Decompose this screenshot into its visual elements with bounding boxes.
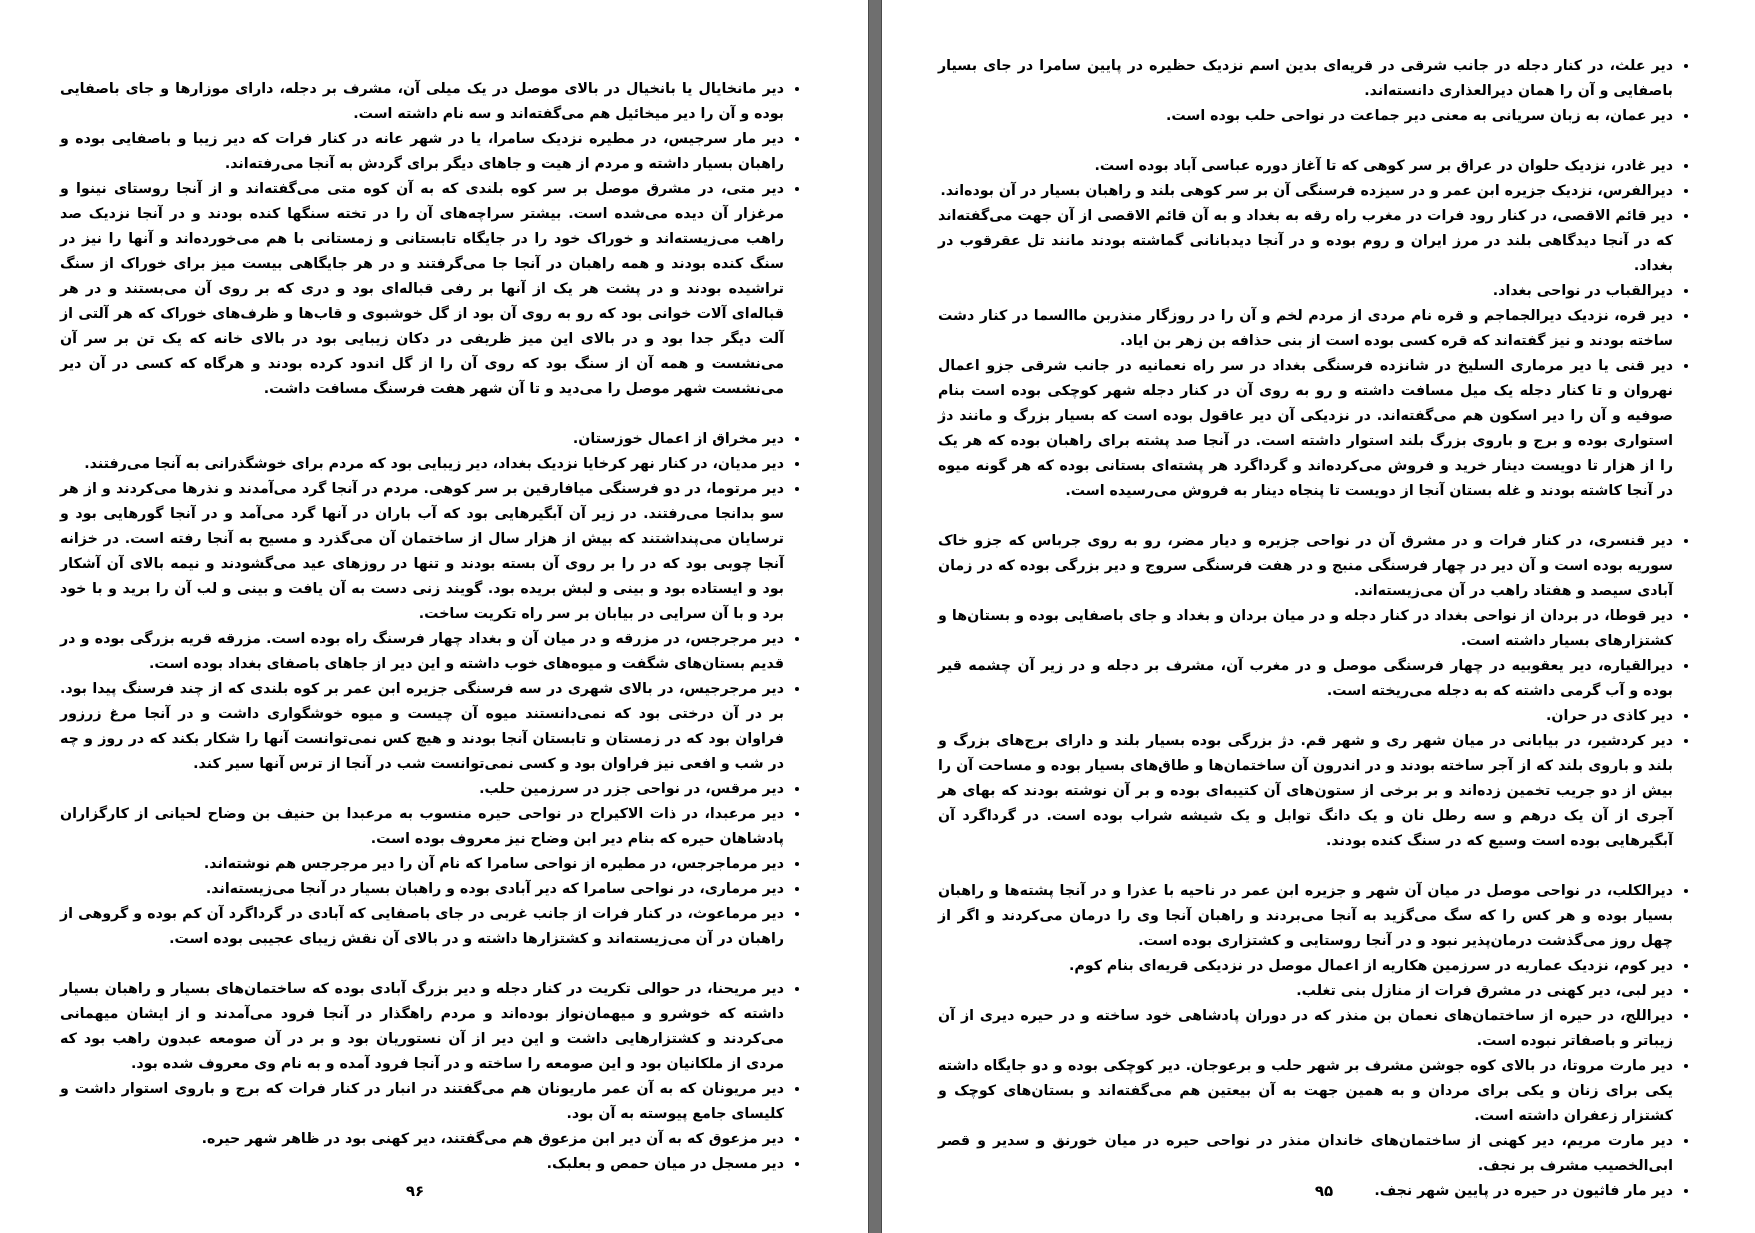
list-item: • دیرالفرس، نزدیک جزیره ابن عمر و در سیزده فرسنگی آن بر سر کوهی بلند و راهبان بسیار در آن بوده‌اند. [938,179,1673,204]
list-item: • دیر مارت مریم، دیر کهنی از ساختمان‌های خاندان منذر در نواحی حیره در میان خورنق و سدیر و قصر ابی‌الخصیب مشرف بر نجف. [938,1129,1673,1179]
list-item: • دیر مدیان، در کنار نهر کرخایا نزدیک بغداد، دیر زیبایی بود که مردم برای خوشگذرانی به آنجا می‌رفتند. [60,452,784,477]
list-item: • دیر علث، در کنار دجله در جانب شرقی در قریه‌ای بدین اسم نزدیک حظیره در پایین سامرا در جای بسیار باصفایی و آن را همان دیرالعذاری دانسته‌اند. [938,54,1673,104]
list-item: • دیرالقیاره، دیر یعقوبیه در چهار فرسنگی موصل و در مغرب آن، مشرف بر دجله و در زیر آن چشمه قیر بوده و آب گرمی داشته که به دجله می‌ریخته است. [938,654,1673,704]
list-item: • دیراللج، در حیره از ساختمان‌های نعمان بن منذر که در دوران پادشاهی خود ساخته و در حیره دیری از آن زیباتر و باصفاتر نبوده است. [938,1004,1673,1054]
list-item: • دیر غادر، نزدیک حلوان در عراق بر سر کوهی که تا آغاز دوره عباسی آباد بوده است. [938,154,1673,179]
right-page-content [938,54,1693,1204]
list-item: • دیر مرتوما، در دو فرسنگی میافارقین بر سر کوهی. مردم در آنجا گرد می‌آمدند و نذرها می‌کردند و از هر سو بدانجا می‌رفتند. در زیر آن آبگیرهایی بود که آب باران در آنها گرد می‌آمد و در آنجا گورهایی بود و ترسایان می‌پنداشتند که بیش از هزار سال از ساختمان آن می‌گذرد و مسیح به آنجا رفته است. در خزانه آنجا چوبی بود که در را بر روی آن بسته بودند و تنها در روزهای عید می‌گشودند و نیمه بالای آن آشکار بود و ایستاده بود و بینی و لبش بریده بود. گویند زنی دست به آن یافت و بینی و لب آن را برید و با خود برد و با آن سرایی در بیابان بر سر راه تکریت ساخت. [60,477,784,627]
list-item: • دیر عمان، به زبان سریانی به معنی دیر جماعت در نواحی حلب بوده است. [938,104,1673,129]
list-item: • دیر قره، نزدیک دیرالجماجم و قره نام مردی از مردم لخم و آن را در روزگار منذربن ماالسما در کنار دشت ساخته بودند و نیز گفته‌اند که قره کسی بوده است از بنی حذافه بن زهر بن ایاد. [938,304,1673,354]
list-item: • دیرالقباب در نواحی بغداد. [938,279,1673,304]
page-number: ۹۵ [1314,1182,1334,1200]
list-item: • دیر کاذی در حران. [938,704,1673,729]
list-item: • دیرالکلب، در نواحی موصل در میان آن شهر و جزیره ابن عمر در ناحیه با عذرا و در آنجا پشته‌ها و راهبان بسیار بوده و هر کس را که سگ می‌گزید به آنجا می‌بردند و راهبان آنجا وی را درمان می‌کردند و اگر از چهل روز می‌گذشت درمان‌پذیر نبود و در آنجا روستایی و کشتزاری بوده است. [938,879,1673,954]
list-item: • دیر مار سرجیس، در مطیره نزدیک سامرا، یا در شهر عانه در کنار فرات که دیر زیبا و باصفایی بوده و راهبان بسیار داشته و مردم از هیت و جاهای دیگر برای گردش به آنجا می‌رفته‌اند. [60,127,784,177]
list-item: • دیر قوطا، در بردان از نواحی بغداد در کنار دجله و در میان بردان و بغداد و جای باصفایی بوده و بستان‌ها و کشتزارهای بسیار داشته است. [938,604,1673,654]
left-page [0,0,868,1233]
list-item: • دیر لبی، دیر کهنی در مشرق فرات از منازل بنی تغلب. [938,979,1673,1004]
list-item: • دیر مرقس، در نواحی جزر در سرزمین حلب. [60,777,784,802]
list-item: • دیر قائم الاقصی، در کنار رود فرات در مغرب راه رقه به بغداد و به آن قائم الاقصی از آن جهت می‌گفته‌اند که در آنجا دیدگاهی بلند در مرز ایران و روم بوده و در آنجا دیدبانانی گماشته بودند مانند تل عقرقوب در بغداد. [938,204,1673,279]
list-item: • دیر مرماعوث، در کنار فرات از جانب غربی در جای باصفایی که آبادی در گرداگرد آن کم بوده و گروهی از راهبان در آن می‌زیسته‌اند و کشتزارها داشته و در بالای آن نقش زیبای عجیبی بوده است. [60,902,784,952]
list-item: • دیر مارت مروتا، در بالای کوه جوشن مشرف بر شهر حلب و برعوجان. دیر کوچکی بوده و دو جایگاه داشته یکی برای زنان و یکی برای مردان و به همین جهت به آن بیعتین هم می‌گفته‌اند و بستان‌های کوچک و کشتزار زعفران داشته است. [938,1054,1673,1129]
list-item: • دیر مسجل در میان حمص و بعلبک. [60,1152,784,1177]
list-item: • دیر مزعوق که به آن دیر ابن مزعوق هم می‌گفتند، دیر کهنی بود در ظاهر شهر حیره. [60,1127,784,1152]
book-gutter [868,0,882,1233]
list-item: • دیر مرجرجس، در مزرقه و در میان آن و بغداد چهار فرسنگ راه بوده است. مزرقه قریه بزرگی بوده و در قدیم بستان‌های شگفت و میوه‌های خوب داشته و این دیر از جاهای باصفای بغداد بوده است. [60,627,784,677]
list-item: • دیر قنی یا دیر مرماری السلیخ در شانزده فرسنگی بغداد در سر راه نعمانیه در جانب شرقی جزو اعمال نهروان و تا کنار دجله یک میل مسافت داشته و رو به روی آن در کنار دجله شهر کوچکی بوده است بنام صوفیه و آن را دیر اسکون هم می‌گفته‌اند. در نزدیکی آن دیر عاقول بوده است که بسیار بزرگ و مانند دژ استواری بوده و برج و باروی بزرگ بلند استوار داشته است. در آنجا صد پشته برای راهبان بوده که هر یک را از هزار تا دویست دینار خرید و فروش می‌کرده‌اند و گرداگرد هر پشته‌ای بستانی بوده که هر گونه میوه در آنجا کاشته بودند و غله بستان آنجا از دویست تا پنجاه دینار به فروش می‌رسیده است. [938,354,1673,504]
list-item: • دیر مانخایال یا بانخیال در بالای موصل در یک میلی آن، مشرف بر دجله، دارای موزارها و جای باصفایی بوده و آن را دیر میخائیل هم می‌گفته‌اند و سه نام داشته است. [60,77,784,127]
list-item: • دیر مریونان که به آن عمر ماریونان هم می‌گفتند در انبار در کنار فرات که برج و باروی استوار داشت و کلیسای جامع پیوسته به آن بود. [60,1077,784,1127]
list-item: • دیر متی، در مشرق موصل بر سر کوه بلندی که به آن کوه متی می‌گفته‌اند و از آنجا روستای نینوا و مرغزار آن دیده می‌شده است. بیشتر سراچه‌های آن را در تخته سنگها کنده بودند و در آنجا نزدیک صد راهب می‌زیسته‌اند و خوراک خود را در جایگاه تابستانی و زمستانی با هم می‌خورده‌اند و آنها را نیز در سنگ کنده بودند و همه راهبان در آنجا جا می‌گرفتند و در هر جایگاهی بیست میز برای خوراک از سنگ تراشیده بودند و در پشت هر یک از آنها بر رفی قباله‌ای بود و دری که بر روی آن می‌بستند و در هر قباله‌ای آلات خوانی بود که رو به روی آن بود از گل خوشبوی و قاب‌ها و ظرف‌های خوراک که هر آلتی از آلت دیگر جدا بود و در بالای این میز ظریفی در دکان زیبایی بود در بالای خانه که یک تن بر سر آن می‌نشست و همه آن از سنگ بود که روی آن را از گل اندود کرده بودند و هرگاه که کسی در آن دیر می‌نشست شهر موصل را می‌دید و تا آن شهر هفت فرسنگ مسافت داشت. [60,177,784,402]
list-item: • دیر کوم، نزدیک عماریه در سرزمین هکاریه از اعمال موصل در نزدیکی قریه‌ای بنام کوم. [938,954,1673,979]
list-item: • دیر مرعبدا، در ذات الاکیراح در نواحی حیره منسوب به مرعبدا بن حنیف بن وضاح لحیانی از کارگزاران پادشاهان حیره که بنام دیر ابن وضاح نیز معروف بوده است. [60,802,784,852]
page-number: ۹۶ [405,1182,425,1200]
left-entry-list [60,77,804,1177]
right-page [882,0,1755,1233]
list-item: • دیر مار فاثیون در حیره در پایین شهر نجف. [938,1179,1673,1204]
list-item: • دیر مرماری، در نواحی سامرا که دیر آبادی بوده و راهبان بسیار در آنجا می‌زیسته‌اند. [60,877,784,902]
right-entry-list [938,54,1693,1204]
list-item: • دیر قنسری، در کنار فرات و در مشرق آن در نواحی جزیره و دیار مضر، رو به روی جرباس که جزو خاک سوریه بوده است و آن دیر در چهار فرسنگی منبج و در هفت فرسنگی سروج و دیر بزرگی بوده که در زمان آبادی سیصد و هفتاد راهب در آن می‌زیسته‌اند. [938,529,1673,604]
list-item: • دیر مرماجرجس، در مطیره از نواحی سامرا که نام آن را دیر مرجرجس هم نوشته‌اند. [60,852,784,877]
list-item: • دیر مریحنا، در حوالی تکریت در کنار دجله و دیر بزرگ آبادی بوده که ساختمان‌های بسیار و راهبان بسیار داشته که خوشرو و میهمان‌نواز بوده‌اند و مردم راهگذار در آنجا فرود می‌آمدند و از ایشان میهمانی می‌کردند و کشتزارهایی داشت و این دیر از آن نستوریان بود و بر در آن صومعه عبدون راهب بود که مردی از ملکانیان بود و این صومعه را ساخته و در آنجا فرود آمده و به نام وی معروف شده بود. [60,977,784,1077]
left-page-content [60,77,804,1177]
list-item: • دیر مخراق از اعمال خوزستان. [60,427,784,452]
list-item: • دیر کردشیر، در بیابانی در میان شهر ری و شهر قم. دژ بزرگی بوده بسیار بلند و دارای برج‌های بزرگ و بلند و باروی بلند که از آجر ساخته بودند و در اندرون آن ساختمان‌ها و طاق‌های بسیار بوده و مساحت آن را بیش از دو جریب تخمین زده‌اند و بر برخی از ستون‌های آن کتیبه‌ای بوده و بر آن نوشته بودند که بهای هر آجری از آن یک درهم و سه رطل نان و یک دانگ توابل و یک شیشه شراب بوده است. در گرداگرد آن آبگیرهایی بوده است وسیع که در سنگ کنده بودند. [938,729,1673,854]
list-item: • دیر مرجرجیس، در بالای شهری در سه فرسنگی جزیره ابن عمر بر کوه بلندی که از چند فرسنگ پیدا بود. بر در آن درختی بود که نمی‌دانستند میوه آن چیست و میوه خوشگواری داشت و در آنجا مرغ زرزور فراوان بود که در زمستان و تابستان آنجا بودند و هیچ کس نمی‌توانست آنها را شکار بکند که در روز و چه در شب و افعی نیز فراوان بود و کسی نمی‌توانست شب در آنجا از ترس آنها سیر کند. [60,677,784,777]
